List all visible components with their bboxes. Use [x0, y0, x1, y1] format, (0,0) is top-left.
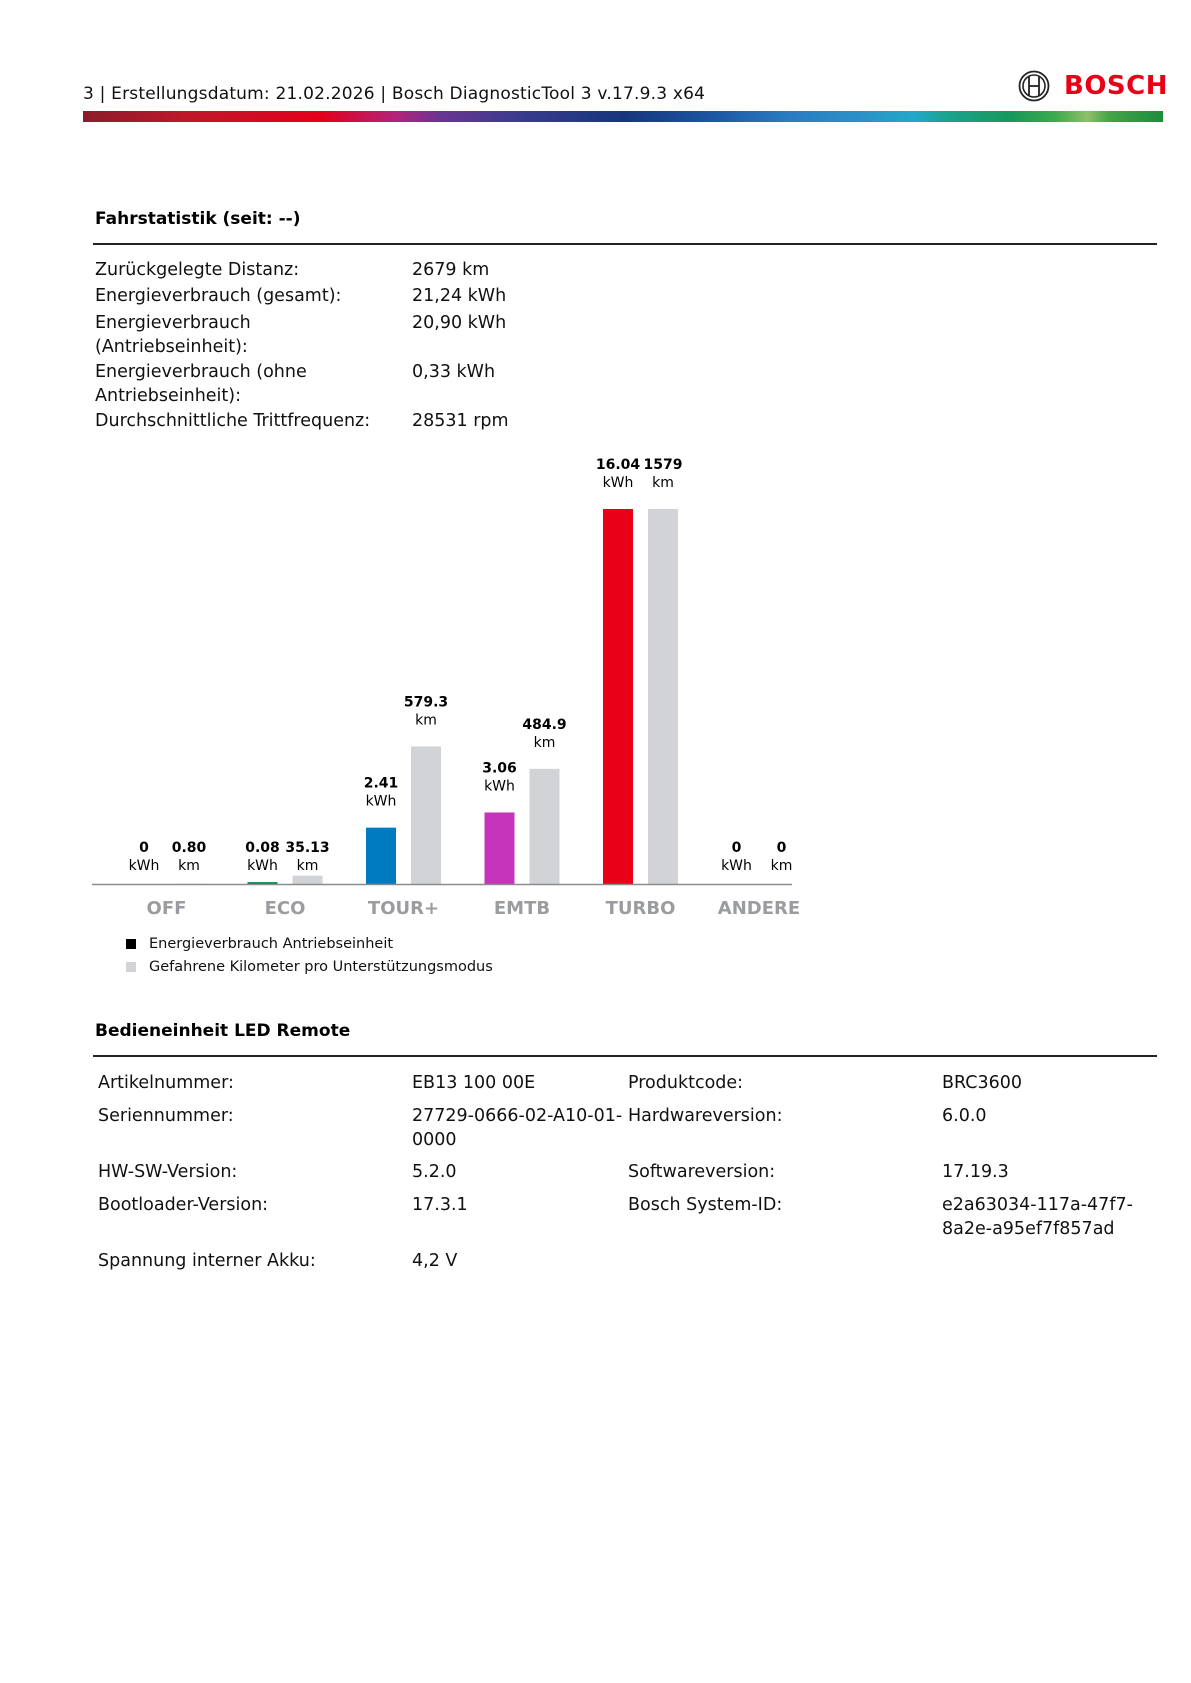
unit-label-kilometer-turbo: km — [652, 475, 674, 491]
data-label-energie-emtb: 3.06 — [482, 760, 517, 777]
legend-item-kilometer — [126, 957, 493, 977]
stat-label-trittfrequenz: Durchschnittliche Trittfrequenz: — [95, 411, 371, 431]
unit-label-kilometer-off: km — [178, 858, 200, 874]
device-label-hardwareversion: Hardwareversion: — [628, 1106, 783, 1126]
device-value-hw-sw-version: 5.2.0 — [412, 1162, 457, 1182]
stat-label-energie-ohne: Energieverbrauch (ohne Antriebseinheit): — [95, 362, 307, 406]
legend-label-kilometer: Gefahrene Kilometer pro Unterstützungsmodus — [149, 959, 493, 975]
legend-swatch-energie — [126, 939, 136, 949]
category-label-emtb: EMTB — [493, 898, 551, 919]
stat-label-distanz: Zurückgelegte Distanz: — [95, 260, 300, 280]
device-value-softwareversion: 17.19.3 — [942, 1162, 1009, 1182]
section-title-fahrstatistik: Fahrstatistik (seit: --) — [95, 209, 301, 229]
device-value-bootloader: 17.3.1 — [412, 1195, 468, 1215]
unit-label-energie-off: kWh — [128, 858, 160, 874]
device-value-spannung: 4,2 V — [412, 1251, 458, 1271]
bar-kilometer-tour — [411, 746, 441, 884]
category-label-eco: ECO — [264, 898, 306, 919]
supergraphic-bar — [83, 111, 1163, 122]
category-label-off: OFF — [146, 898, 187, 919]
section-title-bedieneinheit: Bedieneinheit LED Remote — [95, 1021, 351, 1041]
data-label-energie-off: 0 — [139, 840, 149, 856]
bar-energie-turbo — [603, 509, 633, 884]
device-label-spannung: Spannung interner Akku: — [98, 1251, 316, 1271]
page-header: 3 | Erstellungsdatum: 21.02.2026 | Bosch DiagnosticTool 3 v.17.9.3 x64 — [83, 84, 706, 104]
unit-label-energie-eco: kWh — [247, 858, 278, 874]
stat-value-energie-gesamt: 21,24 kWh — [412, 286, 507, 306]
data-label-kilometer-emtb: 484.9 — [522, 716, 567, 733]
category-label-turbo: TURBO — [605, 898, 676, 919]
legend-label-energie: Energieverbrauch Antriebseinheit — [149, 936, 394, 952]
data-label-kilometer-turbo: 1579 — [643, 457, 683, 473]
bar-kilometer-emtb — [530, 769, 560, 884]
unit-label-kilometer-eco: km — [296, 858, 319, 874]
unit-label-kilometer-andere: km — [770, 858, 793, 874]
unit-label-energie-emtb: kWh — [484, 778, 515, 795]
legend-item-energie — [126, 934, 393, 954]
device-label-softwareversion: Softwareversion: — [628, 1162, 776, 1182]
device-label-artikelnummer: Artikelnummer: — [98, 1073, 234, 1093]
category-label-andere: ANDERE — [717, 898, 800, 919]
unit-label-kilometer-emtb: km — [533, 734, 556, 751]
data-label-kilometer-andere: 0 — [776, 840, 787, 856]
unit-label-energie-turbo: kWh — [602, 475, 634, 491]
device-label-bootloader: Bootloader-Version: — [98, 1195, 269, 1215]
device-value-seriennummer: 27729-0666-02-A10-01-0000 — [412, 1106, 623, 1150]
data-label-kilometer-tour: 579.3 — [403, 694, 449, 711]
legend-swatch-kilometer — [126, 962, 136, 972]
bar-energie-emtb — [485, 812, 515, 884]
data-label-kilometer-off: 0.80 — [171, 840, 207, 856]
unit-label-energie-andere: kWh — [721, 858, 752, 874]
device-value-system-id: e2a63034-117a-47f7-8a2e-a95ef7f857ad — [942, 1195, 1133, 1239]
bosch-armature-icon — [1018, 70, 1050, 102]
data-label-energie-eco: 0.08 — [245, 840, 280, 856]
bosch-logo — [1018, 70, 1168, 102]
unit-label-kilometer-tour: km — [415, 712, 437, 729]
data-label-kilometer-eco: 35.13 — [285, 840, 330, 856]
bar-kilometer-eco — [293, 876, 323, 884]
device-value-hardwareversion: 6.0.0 — [942, 1106, 987, 1126]
bosch-wordmark: BOSCH — [1064, 71, 1168, 101]
unit-label-energie-tour: kWh — [365, 793, 397, 810]
device-label-produktcode: Produktcode: — [628, 1073, 744, 1093]
device-label-hw-sw-version: HW-SW-Version: — [98, 1162, 238, 1182]
data-label-energie-turbo: 16.04 — [595, 457, 641, 473]
mode-statistics-chart — [90, 440, 800, 920]
stat-label-energie-antrieb: Energieverbrauch (Antriebseinheit): — [95, 313, 251, 357]
section-divider — [93, 1055, 1157, 1057]
section-divider — [93, 243, 1157, 245]
stat-value-distanz: 2679 km — [412, 260, 490, 280]
data-label-energie-tour: 2.41 — [363, 775, 399, 792]
stat-value-energie-ohne: 0,33 kWh — [412, 362, 496, 382]
category-label-tour: TOUR+ — [367, 898, 440, 919]
device-value-artikelnummer: EB13 100 00E — [412, 1073, 536, 1093]
device-label-system-id: Bosch System-ID: — [628, 1195, 783, 1215]
bar-energie-eco — [248, 882, 278, 884]
device-value-produktcode: BRC3600 — [942, 1073, 1023, 1093]
bar-kilometer-turbo — [648, 509, 678, 884]
stat-value-trittfrequenz: 28531 rpm — [412, 411, 509, 431]
device-label-seriennummer: Seriennummer: — [98, 1106, 234, 1126]
bar-energie-tour — [366, 828, 396, 884]
data-label-energie-andere: 0 — [731, 840, 742, 856]
stat-value-energie-antrieb: 20,90 kWh — [412, 313, 507, 333]
stat-label-energie-gesamt: Energieverbrauch (gesamt): — [95, 286, 342, 306]
